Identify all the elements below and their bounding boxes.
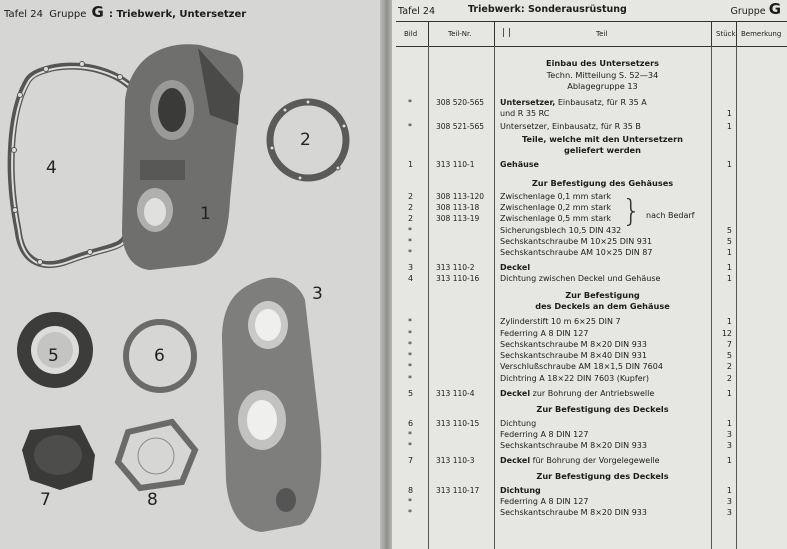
col-stueck: Stück [716,30,736,38]
row-bild: * [408,329,412,338]
row-teil-nr: 313 110-2 [436,263,475,272]
row-teil: Zwischenlage 0,2 mm stark [500,203,612,212]
section-heading: geliefert werden [564,145,641,155]
part-label-8: 8 [147,490,158,510]
section-heading: Zur Befestigung des Deckels [536,404,669,414]
col-bild: Bild [404,30,418,38]
row-stueck: 1 [726,122,732,131]
row-stueck: 1 [726,263,732,272]
row-teil: Sechskantschraube M 8×40 DIN 931 [500,351,647,360]
row-stueck: 12 [721,329,732,338]
section-heading: Zur Befestigung des Deckels [536,471,669,481]
part-label-5: 5 [48,346,59,366]
row-bild: 4 [408,274,414,283]
header-gruppe: Gruppe [49,9,87,20]
row-teil-nr: 313 110-16 [436,274,480,283]
header-tafel: Tafel 24 [4,9,43,20]
section-heading: Zur Befestigung [565,290,640,300]
row-bild: * [408,430,412,439]
header-group-letter: G [91,3,104,21]
row-bild: * [408,497,412,506]
section-heading: Zur Befestigung des Gehäuses [531,178,674,188]
row-bild: 5 [408,389,414,398]
part-label-7: 7 [40,490,51,510]
row-stueck: 1 [726,274,732,283]
row-bild: * [408,122,412,131]
row-teil: Untersetzer, Einbausatz, für R 35 A [500,98,647,107]
intro-line-3: Ablagegruppe 13 [567,81,638,91]
part-label-3: 3 [312,284,323,304]
part-label-1: 1 [200,204,211,224]
row-teil: Federring A 8 DIN 127 [500,497,589,506]
col-teil-nr: Teil-Nr. [448,30,472,38]
row-stueck: 1 [726,317,732,326]
row-teil: Dichtung zwischen Deckel und Gehäuse [500,274,661,283]
row-bild: 2 [408,203,414,212]
row-stueck: 5 [726,226,732,235]
row-bild: * [408,351,412,360]
section-heading: Teile, welche mit den Untersetzern [522,134,683,144]
part-label-4: 4 [46,158,57,178]
col-teil: Teil [596,30,608,38]
row-bild: * [408,362,412,371]
row-teil: Sechskantschraube M 10×25 DIN 931 [500,237,653,246]
row-stueck: 3 [726,497,732,506]
row-bild: * [408,98,412,107]
row-stueck: 2 [726,362,732,371]
cover-3-image [222,278,321,532]
row-stueck: 3 [726,508,732,517]
row-bild: * [408,374,412,383]
right-header-gruppe-label: Gruppe [730,6,766,17]
row-teil-nr: 313 110-17 [436,486,480,495]
row-bild: * [408,226,412,235]
row-stueck: 1 [726,486,732,495]
intro-heading: Einbau des Untersetzers [546,58,659,68]
row-teil-nr: 308 113-19 [436,214,480,223]
part-label-6: 6 [154,346,165,366]
row-teil-nr: 313 110-3 [436,456,475,465]
section-heading: des Deckels an dem Gehäuse [535,301,670,311]
parts-illustration [0,22,385,549]
table-header [396,21,787,47]
row-teil: Verschlußschraube AM 18×1,5 DIN 7604 [500,362,663,371]
row-teil: Sechskantschraube M 8×20 DIN 933 [500,340,647,349]
bracket: } [622,194,642,229]
row-teil-nr: 308 520-565 [436,98,485,107]
row-teil-nr: 308 113-18 [436,203,480,212]
row-stueck: 1 [726,248,732,257]
row-bild: 2 [408,192,414,201]
row-stueck: 5 [726,237,732,246]
brace-note: nach Bedarf [646,211,695,220]
row-bild: * [408,248,412,257]
left-page-header [4,3,246,21]
header-title: : Triebwerk, Untersetzer [109,9,247,20]
row-teil: Deckel [500,263,531,272]
row-stueck: 2 [726,374,732,383]
col-bemerkung: Bemerkung [741,30,782,38]
row-teil-nr: 308 521-565 [436,122,485,131]
row-stueck: 3 [726,430,732,439]
row-bild: 7 [408,456,414,465]
row-bild: 3 [408,263,414,272]
parts-table [396,46,787,549]
row-bild: 2 [408,214,414,223]
row-bild: * [408,340,412,349]
right-page [392,0,787,549]
row-stueck: 5 [726,351,732,360]
row-teil-nr: 313 110-15 [436,419,480,428]
row-stueck: 1 [726,456,732,465]
row-teil: Sicherungsblech 10,5 DIN 432 [500,226,622,235]
row-teil: Federring A 8 DIN 127 [500,329,589,338]
right-header-gruppe [730,0,781,18]
row-teil: Zylinderstift 10 m 6×25 DIN 7 [500,317,621,326]
row-bild: * [408,237,412,246]
row-bild: 1 [408,160,414,169]
row-teil: Sechskantschraube M 8×20 DIN 933 [500,508,647,517]
row-teil-nr: 313 110-4 [436,389,475,398]
row-teil: Deckel für Bohrung der Vorgelegewelle [500,456,660,465]
row-teil: Dichtring A 18×22 DIN 7603 (Kupfer) [500,374,650,383]
row-teil: Deckel zur Bohrung der Antriebswelle [500,389,655,398]
housing-1-image [122,44,243,270]
row-stueck: 3 [726,441,732,450]
right-header-tafel: Tafel 24 [398,6,435,17]
row-bild: * [408,441,412,450]
row-teil: Dichtung [500,419,537,428]
left-page [0,0,385,549]
row-teil: und R 35 RC [500,109,550,118]
part-label-2: 2 [300,130,311,150]
row-teil: Zwischenlage 0,1 mm stark [500,192,612,201]
intro-line-2: Techn. Mitteilung S. 52—34 [546,70,659,80]
row-teil: Federring A 8 DIN 127 [500,430,589,439]
row-teil: Sechskantschraube AM 10×25 DIN 87 [500,248,653,257]
gasket-8-image [118,422,195,488]
row-stueck: 1 [726,160,732,169]
row-teil-nr: 308 113-120 [436,192,485,201]
row-stueck: 7 [726,340,732,349]
cap-7-image [22,425,95,490]
row-teil: Gehäuse [500,160,539,169]
row-bild: 6 [408,419,414,428]
col-marks: | | [502,28,511,38]
row-teil: Untersetzer, Einbausatz, für R 35 B [500,122,641,131]
row-bild: * [408,508,412,517]
row-stueck: 1 [726,109,732,118]
row-teil: Dichtung [500,486,541,495]
row-bild: * [408,317,412,326]
row-bild: 8 [408,486,414,495]
row-teil: Zwischenlage 0,5 mm stark [500,214,612,223]
right-header-title: Triebwerk: Sonderausrüstung [468,4,627,15]
row-teil: Sechskantschraube M 8×20 DIN 933 [500,441,647,450]
row-stueck: 1 [726,389,732,398]
row-teil-nr: 313 110-1 [436,160,475,169]
row-stueck: 1 [726,419,732,428]
right-header-group-letter: G [768,0,781,18]
